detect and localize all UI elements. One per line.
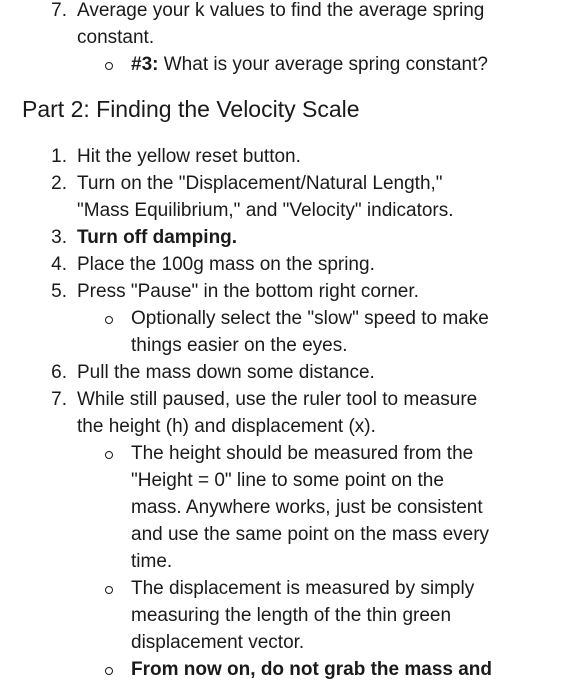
- step-number: 7.: [51, 0, 67, 21]
- step-text-line: While still paused, use the ruler tool to measure: [77, 389, 478, 410]
- step-text-line: Place the 100g mass on the spring.: [77, 254, 375, 275]
- step-text-line: Hit the yellow reset button.: [77, 146, 301, 167]
- sub-text-continuation: [0, 629, 579, 656]
- sub-text-continuation: [0, 467, 579, 494]
- part2-heading-row: [0, 94, 579, 124]
- step-text-line: Turn on the "Displacement/Natural Length,": [77, 173, 443, 194]
- question-text: [131, 51, 488, 78]
- step-number: 6.: [51, 362, 67, 383]
- question-3: [0, 51, 579, 78]
- sub-text-continuation: [0, 548, 579, 575]
- step-text-line: Average your k values to find the average spring: [77, 0, 485, 21]
- sub-text-line: things easier on the eyes.: [131, 335, 348, 356]
- sub-text-continuation: [0, 494, 579, 521]
- step-text-line: Press "Pause" in the bottom right corner.: [77, 281, 419, 302]
- sub-text-line: mass. Anywhere works, just be consistent: [131, 497, 483, 518]
- step-number: 2.: [51, 173, 67, 194]
- step-text-line-bold: Turn off damping.: [77, 227, 238, 248]
- sub-text-line: The displacement is measured by simply: [131, 578, 475, 599]
- sub-text-line: Optionally select the "slow" speed to make: [131, 308, 489, 329]
- step-number: 4.: [51, 254, 67, 275]
- step-number: 3.: [51, 227, 67, 248]
- part1-step-7: [0, 0, 579, 24]
- step-text-line: "Mass Equilibrium," and "Velocity" indicators.: [77, 200, 454, 221]
- sub-text-line: time.: [131, 551, 173, 572]
- spacer: [0, 124, 579, 143]
- question-label: #3:: [131, 54, 159, 75]
- step-7-sub-1: [0, 440, 579, 467]
- step-5: [0, 278, 579, 305]
- step-5-sub: [0, 305, 579, 332]
- step-7-sub-2: [0, 575, 579, 602]
- hollow-bullet-icon: [104, 51, 116, 78]
- step-6: [0, 359, 579, 386]
- sub-text-continuation: [0, 332, 579, 359]
- step-3: [0, 224, 579, 251]
- step-number: 1.: [51, 146, 67, 167]
- step-text-continuation: [0, 24, 579, 51]
- sub-text-line: and use the same point on the mass every: [131, 524, 490, 545]
- step-number: 7.: [51, 389, 67, 410]
- step-text-line: the height (h) and displacement (x).: [77, 416, 376, 437]
- sub-text-line-bold: From now on, do not grab the mass and: [131, 659, 493, 680]
- hollow-bullet-icon: [104, 656, 116, 683]
- step-text-line: constant.: [77, 27, 155, 48]
- section-heading: Part 2: Finding the Velocity Scale: [22, 96, 360, 122]
- sub-text-line: displacement vector.: [131, 632, 305, 653]
- step-7-sub-3: [0, 656, 579, 683]
- sub-text-line: measuring the length of the thin green: [131, 605, 452, 626]
- question-body: What is your average spring constant?: [158, 54, 488, 75]
- hollow-bullet-icon: [104, 575, 116, 602]
- step-4: [0, 251, 579, 278]
- step-1: [0, 143, 579, 170]
- step-2: [0, 170, 579, 197]
- step-number: 5.: [51, 281, 67, 302]
- step-text-continuation: [0, 413, 579, 440]
- hollow-bullet-icon: [104, 305, 116, 332]
- sub-text-line: The height should be measured from the: [131, 443, 474, 464]
- step-text-line: Pull the mass down some distance.: [77, 362, 375, 383]
- hollow-bullet-icon: [104, 440, 116, 467]
- sub-text-line: "Height = 0" line to some point on the: [131, 470, 444, 491]
- sub-text-continuation: [0, 521, 579, 548]
- spacer: [0, 78, 579, 94]
- sub-text-continuation: [0, 602, 579, 629]
- step-7: [0, 386, 579, 413]
- step-text-continuation: [0, 197, 579, 224]
